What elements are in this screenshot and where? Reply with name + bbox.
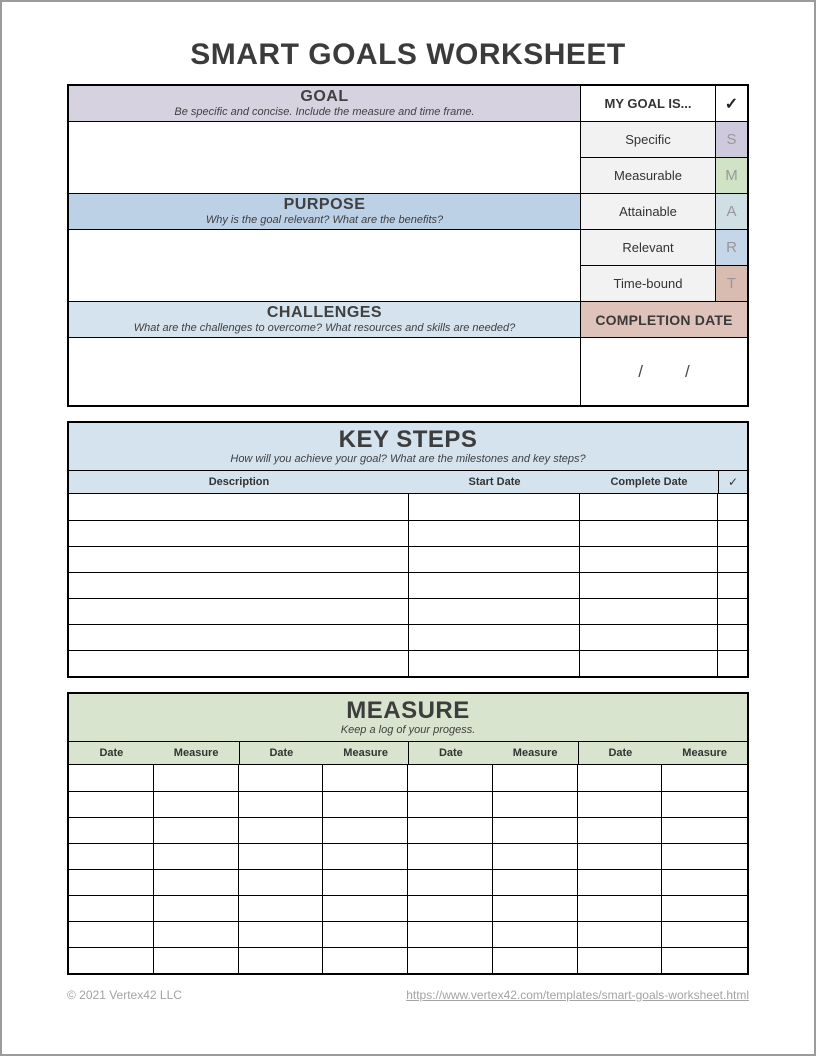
col-measure: Measure — [512, 747, 558, 759]
empty-cell[interactable] — [578, 844, 663, 869]
measure-table — [67, 692, 749, 975]
measure-rows — [69, 765, 747, 973]
completion-date-header: COMPLETION DATE — [581, 302, 747, 337]
challenges-input-area[interactable] — [69, 338, 580, 405]
empty-cell[interactable] — [662, 844, 747, 869]
purpose-header — [69, 194, 580, 229]
smart-check-timebound[interactable]: T — [716, 266, 747, 301]
empty-cell[interactable] — [718, 494, 747, 520]
empty-cell[interactable] — [493, 922, 578, 947]
goal-subtitle: Be specific and concise. Include the measure and time frame. — [174, 106, 475, 118]
empty-cell[interactable] — [408, 765, 493, 791]
empty-cell[interactable] — [154, 818, 239, 843]
empty-cell[interactable] — [408, 870, 493, 895]
table-row — [69, 791, 747, 817]
page-footer — [67, 988, 749, 1002]
col-date: Date — [408, 742, 493, 764]
smart-check-attainable[interactable]: A — [716, 194, 747, 229]
empty-cell[interactable] — [662, 765, 747, 791]
empty-cell[interactable] — [493, 896, 578, 921]
table-row — [69, 520, 747, 546]
key-steps-header — [69, 423, 747, 471]
goal-title: GOAL — [300, 88, 349, 105]
key-steps-column-header — [69, 471, 747, 494]
empty-cell[interactable] — [154, 922, 239, 947]
date-slash: / — [638, 361, 643, 381]
empty-cell[interactable] — [69, 922, 154, 947]
table-row — [69, 765, 747, 791]
empty-cell[interactable] — [409, 547, 580, 572]
empty-cell[interactable] — [493, 844, 578, 869]
key-steps-subtitle: How will you achieve your goal? What are the milestones and key steps? — [230, 453, 586, 465]
challenges-header — [69, 302, 580, 337]
empty-cell[interactable] — [408, 948, 493, 973]
empty-cell[interactable] — [323, 818, 408, 843]
empty-cell[interactable] — [69, 599, 409, 624]
empty-cell[interactable] — [409, 599, 580, 624]
goal-input-area[interactable] — [69, 122, 580, 193]
col-date: Date — [239, 742, 324, 764]
table-row — [69, 817, 747, 843]
empty-cell[interactable] — [578, 922, 663, 947]
table-row — [69, 869, 747, 895]
challenges-title: CHALLENGES — [266, 304, 383, 321]
empty-cell[interactable] — [69, 792, 154, 817]
smart-check-specific[interactable]: S — [716, 122, 747, 157]
empty-cell[interactable] — [239, 765, 324, 791]
smart-label-attainable: Attainable — [581, 194, 715, 229]
empty-cell[interactable] — [578, 765, 663, 791]
empty-cell[interactable] — [323, 792, 408, 817]
empty-cell[interactable] — [239, 792, 324, 817]
empty-cell[interactable] — [580, 547, 718, 572]
empty-cell[interactable] — [69, 651, 409, 676]
completion-date-input[interactable] — [581, 338, 747, 405]
empty-cell[interactable] — [323, 844, 408, 869]
empty-cell[interactable] — [154, 792, 239, 817]
empty-cell[interactable] — [578, 896, 663, 921]
empty-cell[interactable] — [409, 494, 580, 520]
key-steps-title: KEY STEPS — [338, 426, 478, 453]
empty-cell[interactable] — [409, 651, 580, 676]
empty-cell[interactable] — [580, 573, 718, 598]
empty-cell[interactable] — [718, 547, 747, 572]
empty-cell[interactable] — [409, 625, 580, 650]
empty-cell[interactable] — [718, 573, 747, 598]
empty-cell[interactable] — [154, 896, 239, 921]
goal-header — [69, 86, 580, 121]
table-row — [69, 598, 747, 624]
empty-cell[interactable] — [580, 521, 718, 546]
smart-check-measurable[interactable]: M — [716, 158, 747, 193]
empty-cell[interactable] — [662, 948, 747, 973]
empty-cell[interactable] — [493, 948, 578, 973]
empty-cell[interactable] — [239, 948, 324, 973]
vertex42-link[interactable]: https://www.vertex42.com/templates/smart-goals-worksheet.html — [406, 988, 749, 1002]
empty-cell[interactable] — [718, 599, 747, 624]
page-title: SMART GOALS WORKSHEET — [190, 38, 626, 71]
empty-cell[interactable] — [69, 818, 154, 843]
table-row — [69, 572, 747, 598]
col-description: Description — [208, 476, 270, 488]
smart-label-specific: Specific — [581, 122, 715, 157]
challenges-subtitle: What are the challenges to overcome? What resources and skills are needed? — [133, 322, 516, 334]
empty-cell[interactable] — [578, 948, 663, 973]
col-date: Date — [578, 742, 663, 764]
empty-cell[interactable] — [323, 948, 408, 973]
empty-cell[interactable] — [718, 521, 747, 546]
empty-cell[interactable] — [580, 651, 718, 676]
empty-cell[interactable] — [154, 765, 239, 791]
empty-cell[interactable] — [69, 896, 154, 921]
empty-cell[interactable] — [578, 870, 663, 895]
empty-cell[interactable] — [69, 521, 409, 546]
empty-cell[interactable] — [493, 818, 578, 843]
empty-cell[interactable] — [718, 625, 747, 650]
col-date: Date — [99, 747, 124, 759]
col-complete-date: Complete Date — [610, 476, 688, 488]
table-row — [69, 546, 747, 572]
col-checkmark-icon: ✓ — [718, 471, 747, 493]
empty-cell[interactable] — [408, 818, 493, 843]
empty-cell[interactable] — [239, 896, 324, 921]
measure-column-header — [69, 742, 747, 765]
empty-cell[interactable] — [493, 765, 578, 791]
key-steps-table — [67, 421, 749, 678]
empty-cell[interactable] — [578, 792, 663, 817]
empty-cell[interactable] — [408, 792, 493, 817]
measure-header — [69, 694, 747, 742]
col-measure: Measure — [343, 747, 388, 759]
empty-cell[interactable] — [69, 870, 154, 895]
measure-title: MEASURE — [346, 697, 470, 724]
empty-cell[interactable] — [408, 896, 493, 921]
empty-cell[interactable] — [718, 651, 747, 676]
empty-cell[interactable] — [239, 922, 324, 947]
goal-table — [67, 84, 749, 407]
empty-cell[interactable] — [662, 922, 747, 947]
purpose-input-area[interactable] — [69, 230, 580, 301]
copyright-text: © 2021 Vertex42 LLC — [67, 988, 182, 1002]
table-row — [69, 494, 747, 520]
smart-check-relevant[interactable]: R — [716, 230, 747, 265]
empty-cell[interactable] — [323, 870, 408, 895]
empty-cell[interactable] — [662, 896, 747, 921]
smart-label-timebound: Time-bound — [581, 266, 715, 301]
empty-cell[interactable] — [323, 765, 408, 791]
col-measure: Measure — [682, 747, 727, 759]
purpose-title: PURPOSE — [283, 196, 366, 213]
empty-cell[interactable] — [408, 844, 493, 869]
empty-cell[interactable] — [154, 948, 239, 973]
empty-cell[interactable] — [154, 870, 239, 895]
empty-cell[interactable] — [69, 948, 154, 973]
empty-cell[interactable] — [69, 547, 409, 572]
empty-cell[interactable] — [662, 792, 747, 817]
checkmark-icon: ✓ — [716, 86, 747, 121]
empty-cell[interactable] — [323, 922, 408, 947]
col-measure: Measure — [173, 747, 219, 759]
empty-cell[interactable] — [239, 818, 324, 843]
empty-cell[interactable] — [409, 573, 580, 598]
empty-cell[interactable] — [239, 844, 324, 869]
col-start-date: Start Date — [468, 476, 521, 488]
empty-cell[interactable] — [578, 818, 663, 843]
purpose-subtitle: Why is the goal relevant? What are the benefits? — [205, 214, 444, 226]
empty-cell[interactable] — [239, 870, 324, 895]
empty-cell[interactable] — [154, 844, 239, 869]
my-goal-is-header: MY GOAL IS... — [581, 86, 715, 121]
table-row — [69, 624, 747, 650]
empty-cell[interactable] — [69, 844, 154, 869]
page-content — [67, 36, 749, 1002]
table-row — [69, 895, 747, 921]
empty-cell[interactable] — [580, 494, 718, 520]
date-slash: / — [685, 361, 690, 381]
empty-cell[interactable] — [69, 765, 154, 791]
empty-cell[interactable] — [69, 573, 409, 598]
table-row — [69, 947, 747, 973]
measure-subtitle: Keep a log of your progess. — [340, 724, 476, 736]
key-steps-rows — [69, 494, 747, 676]
empty-cell[interactable] — [580, 599, 718, 624]
empty-cell[interactable] — [323, 896, 408, 921]
empty-cell[interactable] — [69, 494, 409, 520]
smart-label-measurable: Measurable — [581, 158, 715, 193]
empty-cell[interactable] — [662, 870, 747, 895]
empty-cell[interactable] — [409, 521, 580, 546]
smart-label-relevant: Relevant — [581, 230, 715, 265]
table-row — [69, 843, 747, 869]
table-row — [69, 921, 747, 947]
empty-cell[interactable] — [69, 625, 409, 650]
empty-cell[interactable] — [580, 625, 718, 650]
empty-cell[interactable] — [408, 922, 493, 947]
empty-cell[interactable] — [493, 870, 578, 895]
table-row — [69, 650, 747, 676]
empty-cell[interactable] — [493, 792, 578, 817]
empty-cell[interactable] — [662, 818, 747, 843]
